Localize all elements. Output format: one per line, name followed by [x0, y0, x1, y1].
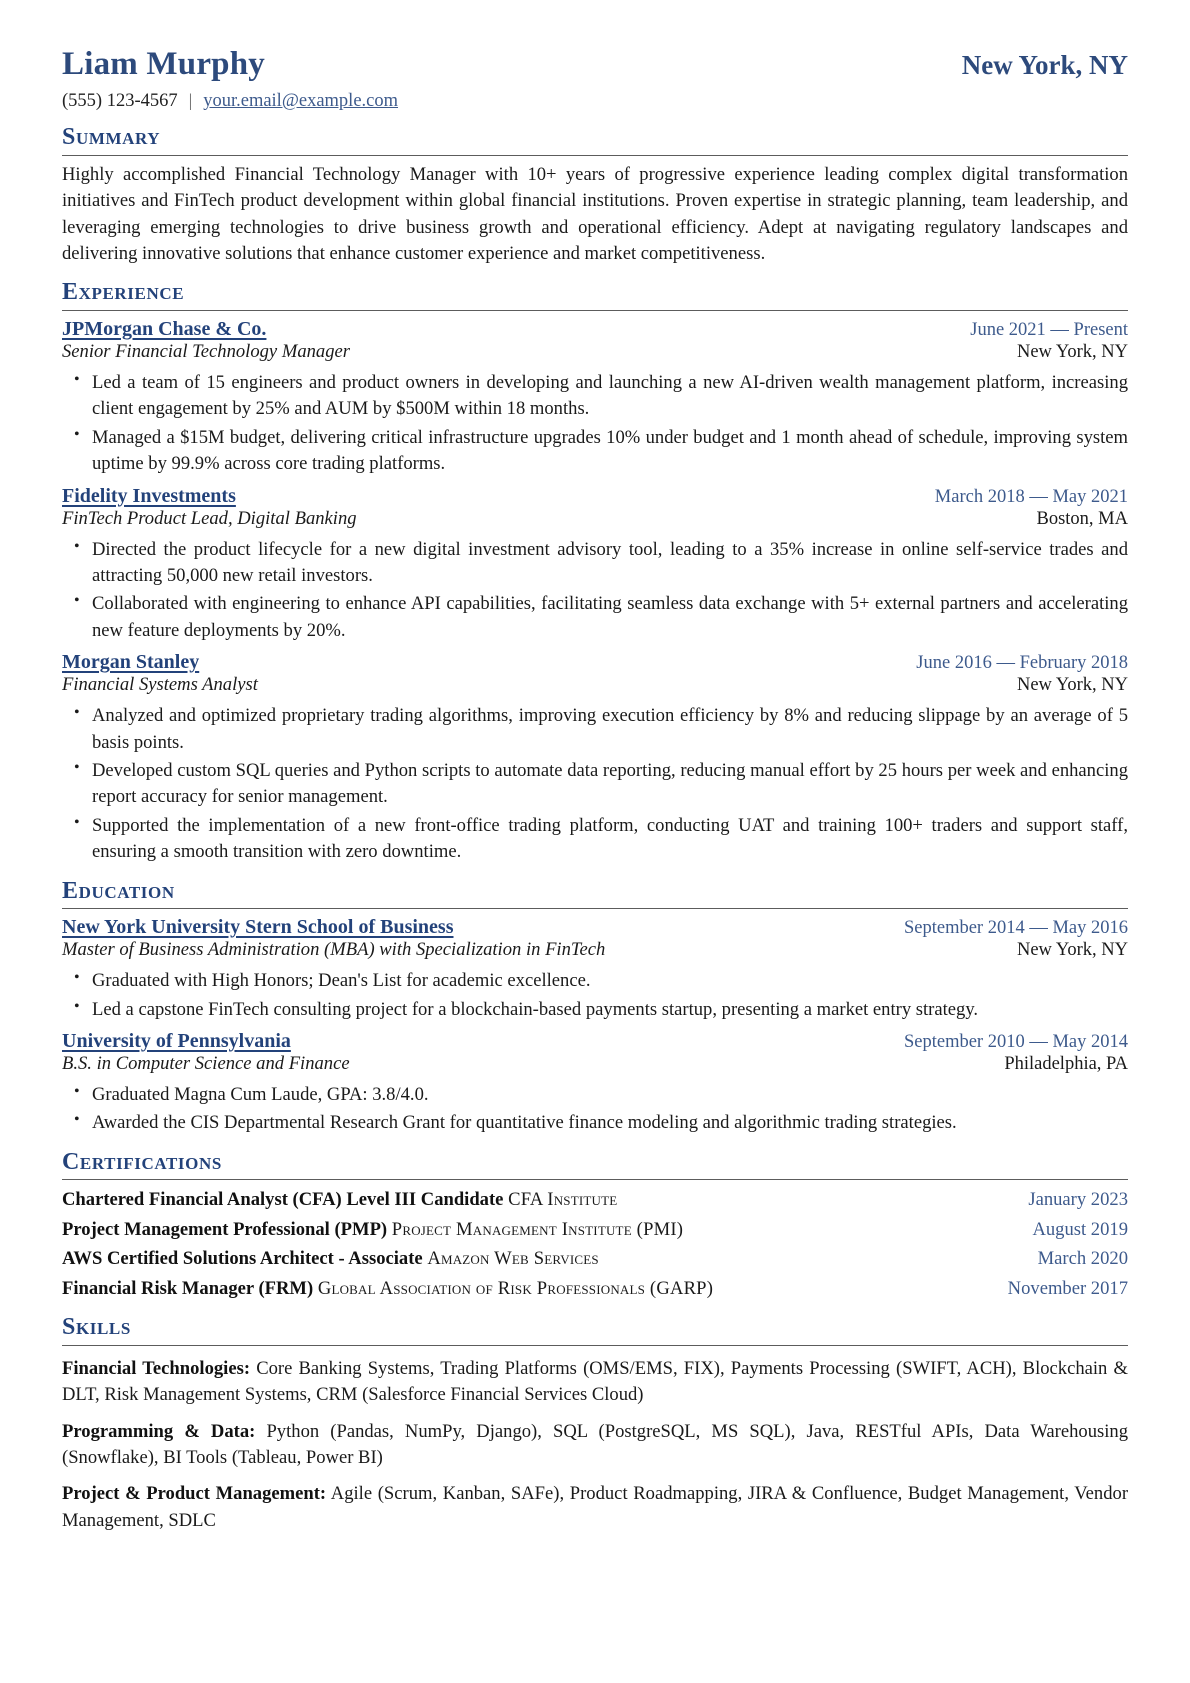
entry-subheader-row: [62, 341, 1128, 363]
skill-category-label: Project & Product Management:: [62, 1483, 327, 1505]
employer-name[interactable]: Morgan Stanley: [62, 651, 200, 674]
entry-subheader-row: [62, 939, 1128, 961]
job-location: Boston, MA: [1036, 508, 1128, 529]
certification-issuer: Amazon Web Services: [427, 1248, 599, 1270]
skill-group: [62, 1481, 1128, 1534]
certification-name: Chartered Financial Analyst (CFA) Level III Candidate: [62, 1189, 504, 1211]
employer-name[interactable]: Fidelity Investments: [62, 484, 236, 507]
experience-entry: [62, 485, 1128, 645]
education-entry: [62, 916, 1128, 1023]
section-title-experience: Experience: [62, 279, 185, 306]
list-item: • Analyzed and optimized proprietary trading algorithms, improving execution efficiency by 8% and reducing slippage by an average of 5 basis points.: [62, 703, 1128, 756]
certification-name: AWS Certified Solutions Architect - Associate: [62, 1248, 423, 1270]
list-item: • Directed the product lifecycle for a new digital investment advisory tool, leading to a 35% increase in online self-service trades and attracting 50,000 new retail investors.: [62, 537, 1128, 590]
employer-name[interactable]: JPMorgan Chase & Co.: [62, 318, 267, 341]
school-name[interactable]: New York University Stern School of Business: [62, 916, 454, 939]
certification-main: [62, 1216, 1014, 1244]
section-rule: [62, 310, 1128, 311]
achievement-list: [62, 537, 1128, 645]
section-title-skills: Skills: [62, 1314, 131, 1341]
list-item: • Developed custom SQL queries and Python scripts to automate data reporting, reducing manual effort by 25 hours per week and enhancing report accuracy for senior management.: [62, 758, 1128, 811]
entry-header-row: [62, 651, 1128, 674]
school-location: New York, NY: [1016, 940, 1128, 961]
entry-subheader-row: [62, 508, 1128, 530]
list-item: • Graduated Magna Cum Laude, GPA: 3.8/4.0.: [62, 1082, 1128, 1108]
skill-items: Python (Pandas, NumPy, Django), SQL (PostgreSQL, MS SQL), Java, RESTful APIs, Data Warehousing (Snowflake), BI Tools (Tableau, Power BI): [62, 1420, 1129, 1469]
list-item: • Graduated with High Honors; Dean's List for academic excellence.: [62, 968, 1128, 994]
entry-subheader-row: [62, 674, 1128, 696]
achievement-list: [62, 703, 1128, 865]
entry-header-row: [62, 916, 1128, 939]
education-entry: [62, 1030, 1128, 1137]
entry-header-row: [62, 485, 1128, 508]
section-rule: [62, 908, 1128, 909]
section-skills: [62, 1314, 1128, 1534]
job-title: FinTech Product Lead, Digital Banking: [62, 507, 357, 529]
certification-row: [62, 1275, 1128, 1303]
section-rule: [62, 155, 1128, 156]
certification-row: [62, 1245, 1128, 1273]
list-item: • Managed a $15M budget, delivering critical infrastructure upgrades 10% under budget and 1 month ahead of schedule, improving system uptime by 99.9% across core trading platforms.: [62, 425, 1128, 478]
candidate-name: Liam Murphy: [62, 46, 265, 82]
achievement-list: [62, 370, 1128, 478]
certification-main: [62, 1186, 1010, 1214]
certification-date: March 2020: [1037, 1248, 1128, 1270]
school-location: Philadelphia, PA: [1004, 1053, 1128, 1074]
certification-main: [62, 1275, 990, 1303]
education-highlight-list: [62, 1082, 1128, 1137]
list-item: • Led a capstone FinTech consulting project for a blockchain-based payments startup, presenting a market entry strategy.: [62, 997, 1128, 1023]
summary-text: Highly accomplished Financial Technology Manager with 10+ years of progressive experience leading complex digital transformation initiatives and FinTech product development within global financial institutions. Proven expertise in strategic planning, team leadership, and leveraging emerging technologies to drive business growth and operational efficiency. Adept at navigating regulatory landscapes and delivering innovative solutions that enhance customer experience and market competitiveness.: [62, 163, 1128, 265]
list-item: • Supported the implementation of a new front-office trading platform, conducting UAT and training 100+ traders and support staff, ensuring a smooth transition with zero downtime.: [62, 813, 1128, 866]
entry-header-row: [62, 1030, 1128, 1053]
school-name[interactable]: University of Pennsylvania: [62, 1029, 291, 1052]
employment-dates: March 2018 — May 2021: [934, 486, 1128, 507]
contact-line: [62, 90, 1128, 112]
experience-entry: [62, 318, 1128, 478]
certification-date: January 2023: [1028, 1189, 1128, 1211]
section-rule: [62, 1179, 1128, 1180]
list-item: • Collaborated with engineering to enhance API capabilities, facilitating seamless data exchange with 5+ external partners and accelerating new feature deployments by 20%.: [62, 591, 1128, 644]
education-dates: September 2010 — May 2014: [903, 1031, 1128, 1052]
list-item: • Awarded the CIS Departmental Research Grant for quantitative finance modeling and algorithmic trading strategies.: [62, 1110, 1128, 1136]
skill-category-label: Financial Technologies:: [62, 1357, 251, 1379]
skill-items: Core Banking Systems, Trading Platforms (OMS/EMS, FIX), Payments Processing (SWIFT, ACH), Blockchain & DLT, Risk Management Systems, CRM (Salesforce Financial Services Cloud): [62, 1357, 1128, 1406]
entry-subheader-row: [62, 1053, 1128, 1075]
certification-row: [62, 1216, 1128, 1244]
section-title-summary: Summary: [62, 124, 161, 151]
section-title-education: Education: [62, 877, 175, 904]
contact-separator: |: [188, 90, 193, 111]
employment-dates: June 2016 — February 2018: [916, 653, 1128, 674]
section-experience: [62, 279, 1128, 865]
section-certifications: [62, 1149, 1128, 1303]
job-location: New York, NY: [1016, 675, 1128, 696]
certification-row: [62, 1186, 1128, 1214]
education-dates: September 2014 — May 2016: [903, 918, 1128, 939]
resume-header: [62, 46, 1128, 82]
skill-group: [62, 1356, 1128, 1409]
certification-name: Project Management Professional (PMP): [62, 1218, 388, 1240]
section-title-certifications: Certifications: [62, 1148, 222, 1175]
list-item: • Led a team of 15 engineers and product owners in developing and launching a new AI-driven wealth management platform, increasing client engagement by 25% and AUM by $500M within 18 months.: [62, 370, 1128, 423]
section-summary: [62, 124, 1128, 267]
entry-header-row: [62, 318, 1128, 341]
employment-dates: June 2021 — Present: [970, 320, 1128, 341]
degree-title: Master of Business Administration (MBA) with Specialization in FinTech: [62, 939, 606, 961]
skill-group: [62, 1419, 1128, 1472]
job-location: New York, NY: [1016, 342, 1128, 363]
job-title: Senior Financial Technology Manager: [62, 341, 350, 363]
phone-number: (555) 123-4567: [62, 91, 178, 112]
certification-issuer: Global Association of Risk Professionals (GARP): [317, 1277, 714, 1299]
certification-name: Financial Risk Manager (FRM): [62, 1277, 314, 1299]
certification-date: November 2017: [1007, 1277, 1128, 1299]
degree-title: B.S. in Computer Science and Finance: [62, 1052, 350, 1074]
certification-main: [62, 1245, 1020, 1273]
education-highlight-list: [62, 968, 1128, 1023]
email-link[interactable]: your.email@example.com: [203, 91, 399, 112]
job-title: Financial Systems Analyst: [62, 674, 258, 696]
certification-issuer: CFA Institute: [508, 1189, 618, 1211]
candidate-location: New York, NY: [961, 50, 1128, 80]
skill-category-label: Programming & Data:: [62, 1420, 256, 1442]
section-education: [62, 878, 1128, 1137]
section-rule: [62, 1345, 1128, 1346]
skill-items: Agile (Scrum, Kanban, SAFe), Product Roadmapping, JIRA & Confluence, Budget Management, Vendor Management, SDLC: [62, 1483, 1129, 1531]
experience-entry: [62, 651, 1128, 865]
certification-issuer: Project Management Institute (PMI): [391, 1218, 684, 1240]
certification-date: August 2019: [1032, 1218, 1128, 1240]
